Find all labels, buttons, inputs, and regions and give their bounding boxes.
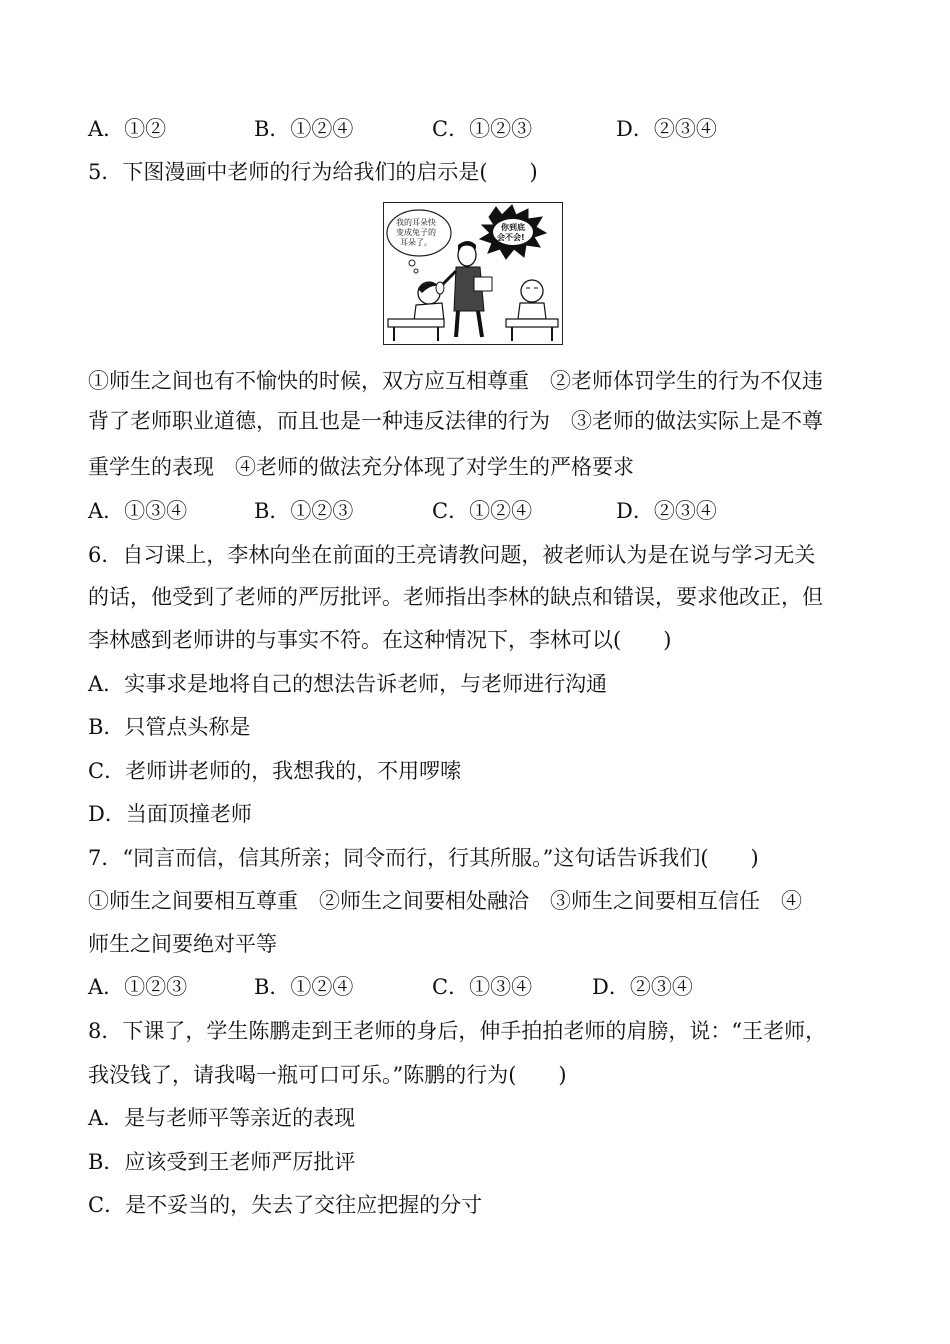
q6-stem-line-3: 李林感到老师讲的与事实不符。在这种情况下，李林可以( ) — [88, 628, 672, 652]
q5-statement-line-1: ①师生之间也有不愉快的时候，双方应互相尊重 ②老师体罚学生的行为不仅违 — [88, 369, 823, 393]
q7-option-a: A．①②③ — [88, 975, 188, 999]
q5-statement-line-2: 背了老师职业道德，而且也是一种违反法律的行为 ③老师的做法实际上是不尊 — [88, 409, 823, 433]
cartoon-image — [383, 202, 563, 345]
q7-option-b: B．①②④ — [254, 975, 354, 999]
q8-option-c: C．是不妥当的，失去了交往应把握的分寸 — [88, 1193, 483, 1217]
q8-option-a: A．是与老师平等亲近的表现 — [88, 1106, 356, 1130]
q7-stem: 7．“同言而信，信其所亲；同令而行，行其所服。”这句话告诉我们( ) — [88, 846, 759, 870]
q6-option-b: B．只管点头称是 — [88, 715, 251, 739]
q7-statement-line-2: 师生之间要绝对平等 — [88, 932, 277, 956]
q5-option-c: C．①②④ — [432, 499, 533, 523]
q6-option-c: C．老师讲老师的，我想我的，不用啰嗦 — [88, 759, 462, 783]
q5-stem: 5．下图漫画中老师的行为给我们的启示是( ) — [88, 160, 538, 184]
q6-option-a: A．实事求是地将自己的想法告诉老师，与老师进行沟通 — [88, 672, 608, 696]
q5-option-a: A．①③④ — [88, 499, 188, 523]
q6-option-d: D．当面顶撞老师 — [88, 802, 252, 826]
q7-option-d: D．②③④ — [592, 975, 693, 999]
q6-stem-line-2: 的话，他受到了老师的严厉批评。老师指出李林的缺点和错误，要求他改正，但 — [88, 585, 823, 609]
q4-option-a: A．①② — [88, 117, 167, 141]
thought-line-1: 我的耳朵快 — [396, 218, 436, 227]
q4-option-d: D．②③④ — [616, 117, 717, 141]
q4-option-c: C．①②③ — [432, 117, 533, 141]
teacher-figure — [442, 241, 492, 337]
thought-line-2: 变成兔子的 — [396, 228, 436, 237]
speech-line-1: 你到底 — [501, 223, 525, 232]
q5-statement-line-3: 重学生的表现 ④老师的做法充分体现了对学生的严格要求 — [88, 455, 634, 479]
q5-option-d: D．②③④ — [616, 499, 717, 523]
q7-option-c: C．①③④ — [432, 975, 533, 999]
q7-statement-line-1: ①师生之间要相互尊重 ②师生之间要相处融洽 ③师生之间要相互信任 ④ — [88, 889, 802, 913]
student-right-figure — [518, 280, 546, 319]
q6-stem-line-1: 6．自习课上，李林向坐在前面的王亮请教问题，被老师认为是在说与学习无关 — [88, 543, 816, 567]
q8-option-b: B．应该受到王老师严厉批评 — [88, 1150, 356, 1174]
q4-option-b: B．①②④ — [254, 117, 354, 141]
thought-line-3: 耳朵了。 — [400, 238, 432, 247]
q8-stem-line-1: 8．下课了，学生陈鹏走到王老师的身后，伸手拍拍老师的肩膀，说：“王老师， — [88, 1019, 827, 1043]
q8-stem-line-2: 我没钱了，请我喝一瓶可口可乐。”陈鹏的行为( ) — [88, 1063, 567, 1087]
speech-line-2: 会不会! — [497, 233, 525, 242]
q5-option-b: B．①②③ — [254, 499, 354, 523]
student-left-figure — [414, 282, 444, 321]
